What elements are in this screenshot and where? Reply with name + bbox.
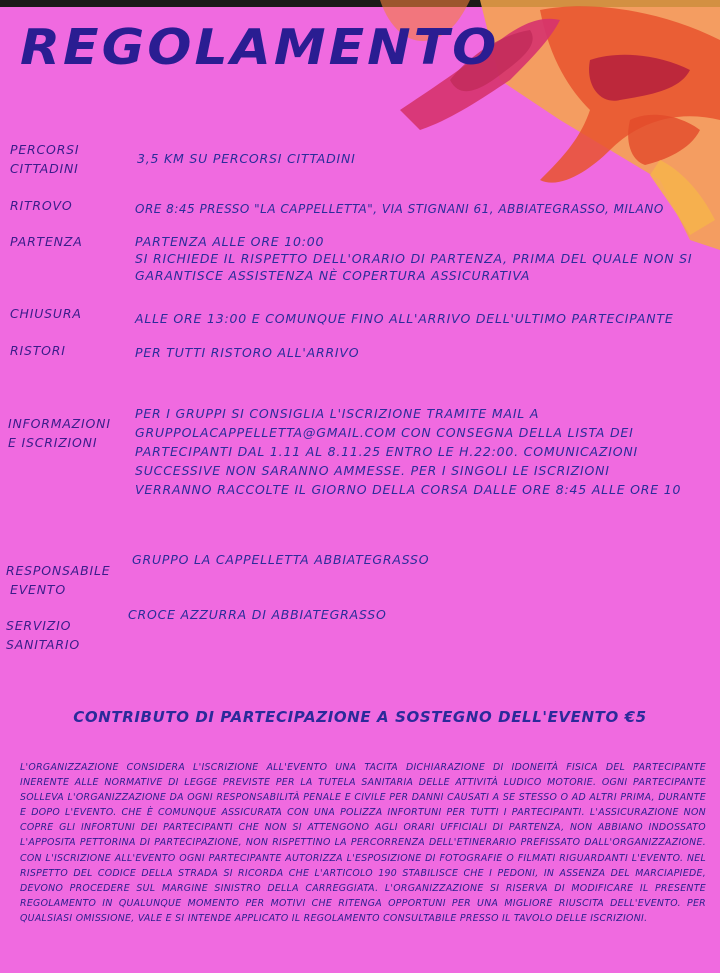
value-line: GRUPPO LA CAPPELLETTA ABBIATEGRASSO: [132, 552, 430, 567]
value-line: ALLE ORE 13:00 E COMUNQUE FINO ALL'ARRIVO DELL'ULTIMO PARTECIPANTE: [135, 311, 674, 326]
value-line: SI RICHIEDE IL RISPETTO DELL'ORARIO DI PARTENZA, PRIMA DEL QUALE NON SI: [135, 251, 693, 266]
label-line: SERVIZIO: [6, 618, 72, 633]
label-line: PARTENZA: [10, 234, 83, 249]
page-title: REGOLAMENTO: [20, 19, 500, 77]
label-responsabile: [6, 561, 110, 599]
label-informazioni: [8, 414, 111, 452]
value-servizio: [128, 605, 387, 624]
value-line: PER TUTTI RISTORO ALL'ARRIVO: [135, 345, 360, 360]
value-partenza: [135, 233, 692, 284]
label-percorsi: [10, 140, 79, 178]
label-line: EVENTO: [10, 582, 66, 597]
value-line: SUCCESSIVE NON SARANNO AMMESSE. PER I SINGOLI LE ISCRIZIONI: [135, 463, 610, 478]
value-line: CROCE AZZURRA DI ABBIATEGRASSO: [128, 607, 387, 622]
disclaimer-text: L'ORGANIZZAZIONE CONSIDERA L'ISCRIZIONE ALL'EVENTO UNA TACITA DICHIARAZIONE DI IDONEITÀ FISICA DEL PARTECIPANTE INERENTE ALLE NORMATIVE DI LEGGE PREVISTE PER LA TUTELA SANITARIA DELLE ATTIVITÀ LUDICO MOTORIE. OGNI PARTECIPANTE SOLLEVA L'ORGANIZZAZIONE DA OGNI RESPONSABILITÀ PENALE E CIVILE PER DANNI CAUSATI A SE STESSO O AD ALTRI PRIMA, DURANTE E DOPO L'EVENTO. CHE È COMUNQUE ASSICURATA CON UNA POLIZZA INFORTUNI PER TUTTI I PARTECIPANTI. L'ASSICURAZIONE NON COPRE GLI INFORTUNI DEI PARTECIPANTI CHE NON SI ATTENGONO AGLI ORARI UFFICIALI DI PARTENZA, NON ABBIANO INDOSSATO L'APPOSITA PETTORINA DI PARTECIPAZIONE, NON RISPETTINO LA PERCORRENZA DELL'ETINERARIO PREFISSATO DALL'ORGANIZZAZIONE. CON L'ISCRIZIONE ALL'EVENTO OGNI PARTECIPANTE AUTORIZZA L'ESPOSIZIONE DI FOTOGRAFIE O FILMATI RIGUARDANTI L'EVENTO. NEL RISPETTO DEL CODICE DELLA STRADA SI RICORDA CHE L'ARTICOLO 190 STABILISCE CHE I PEDONI, IN ASSENZA DEL MARCIAPIEDE, DEVONO PROCEDERE SUL MARGINE SINISTRO DELLA CARREGGIATA. L'ORGANIZZAZIONE SI RISERVA DI MODIFICARE IL PRESENTE REGOLAMENTO IN QUALUNQUE MOMENTO PER MOTIVI CHE RITENGA OPPORTUNI PER UNA MIGLIORE RIUSCITA DELL'EVENTO. PER QUALSIASI OMISSIONE, VALE E SI INTENDE APPLICATO IL REGOLAMENTO CONSULTABILE PRESSO IL TAVOLO DELLE ISCRIZIONI.: [20, 762, 706, 924]
value-line: VERRANNO RACCOLTE IL GIORNO DELLA CORSA DALLE ORE 8:45 ALLE ORE 10: [135, 482, 682, 497]
label-partenza: [10, 232, 83, 251]
label-line: CHIUSURA: [10, 306, 82, 321]
label-line: RITROVO: [10, 198, 73, 213]
value-line: PARTENZA ALLE ORE 10:00: [135, 234, 325, 249]
label-ritrovo: [10, 196, 73, 215]
label-line: RISTORI: [10, 343, 66, 358]
label-line: E ISCRIZIONI: [8, 435, 98, 450]
value-ristori: [135, 343, 359, 362]
value-percorsi: [137, 149, 356, 168]
value-line: PER I GRUPPI SI CONSIGLIA L'ISCRIZIONE TRAMITE MAIL A: [135, 406, 540, 421]
value-ritrovo: [135, 200, 664, 219]
label-line: CITTADINI: [10, 161, 79, 176]
value-line: GARANTISCE ASSISTENZA NÈ COPERTURA ASSICURATIVA: [135, 268, 531, 283]
label-line: INFORMAZIONI: [8, 416, 111, 431]
value-line: PARTECIPANTI DAL 1.11 AL 8.11.25 ENTRO LE H.22:00. COMUNICAZIONI: [135, 444, 639, 459]
value-line: 3,5 KM SU PERCORSI CITTADINI: [137, 151, 356, 166]
value-line: ORE 8:45 PRESSO "LA CAPPELLETTA", VIA STIGNANI 61, ABBIATEGRASSO, MILANO: [135, 202, 664, 216]
label-line: PERCORSI: [10, 142, 80, 157]
value-line: GRUPPOLACAPPELLETTA@GMAIL.COM CON CONSEGNA DELLA LISTA DEI: [135, 425, 634, 440]
contribution-text: CONTRIBUTO DI PARTECIPAZIONE A SOSTEGNO DELL'EVENTO €5: [73, 708, 647, 726]
label-line: RESPONSABILE: [6, 563, 111, 578]
label-line: SANITARIO: [6, 637, 80, 652]
value-responsabile: [132, 550, 429, 569]
value-informazioni: [135, 404, 681, 499]
label-ristori: [10, 341, 66, 360]
label-chiusura: [10, 304, 82, 323]
value-chiusura: [135, 309, 674, 328]
label-servizio: [6, 616, 80, 654]
